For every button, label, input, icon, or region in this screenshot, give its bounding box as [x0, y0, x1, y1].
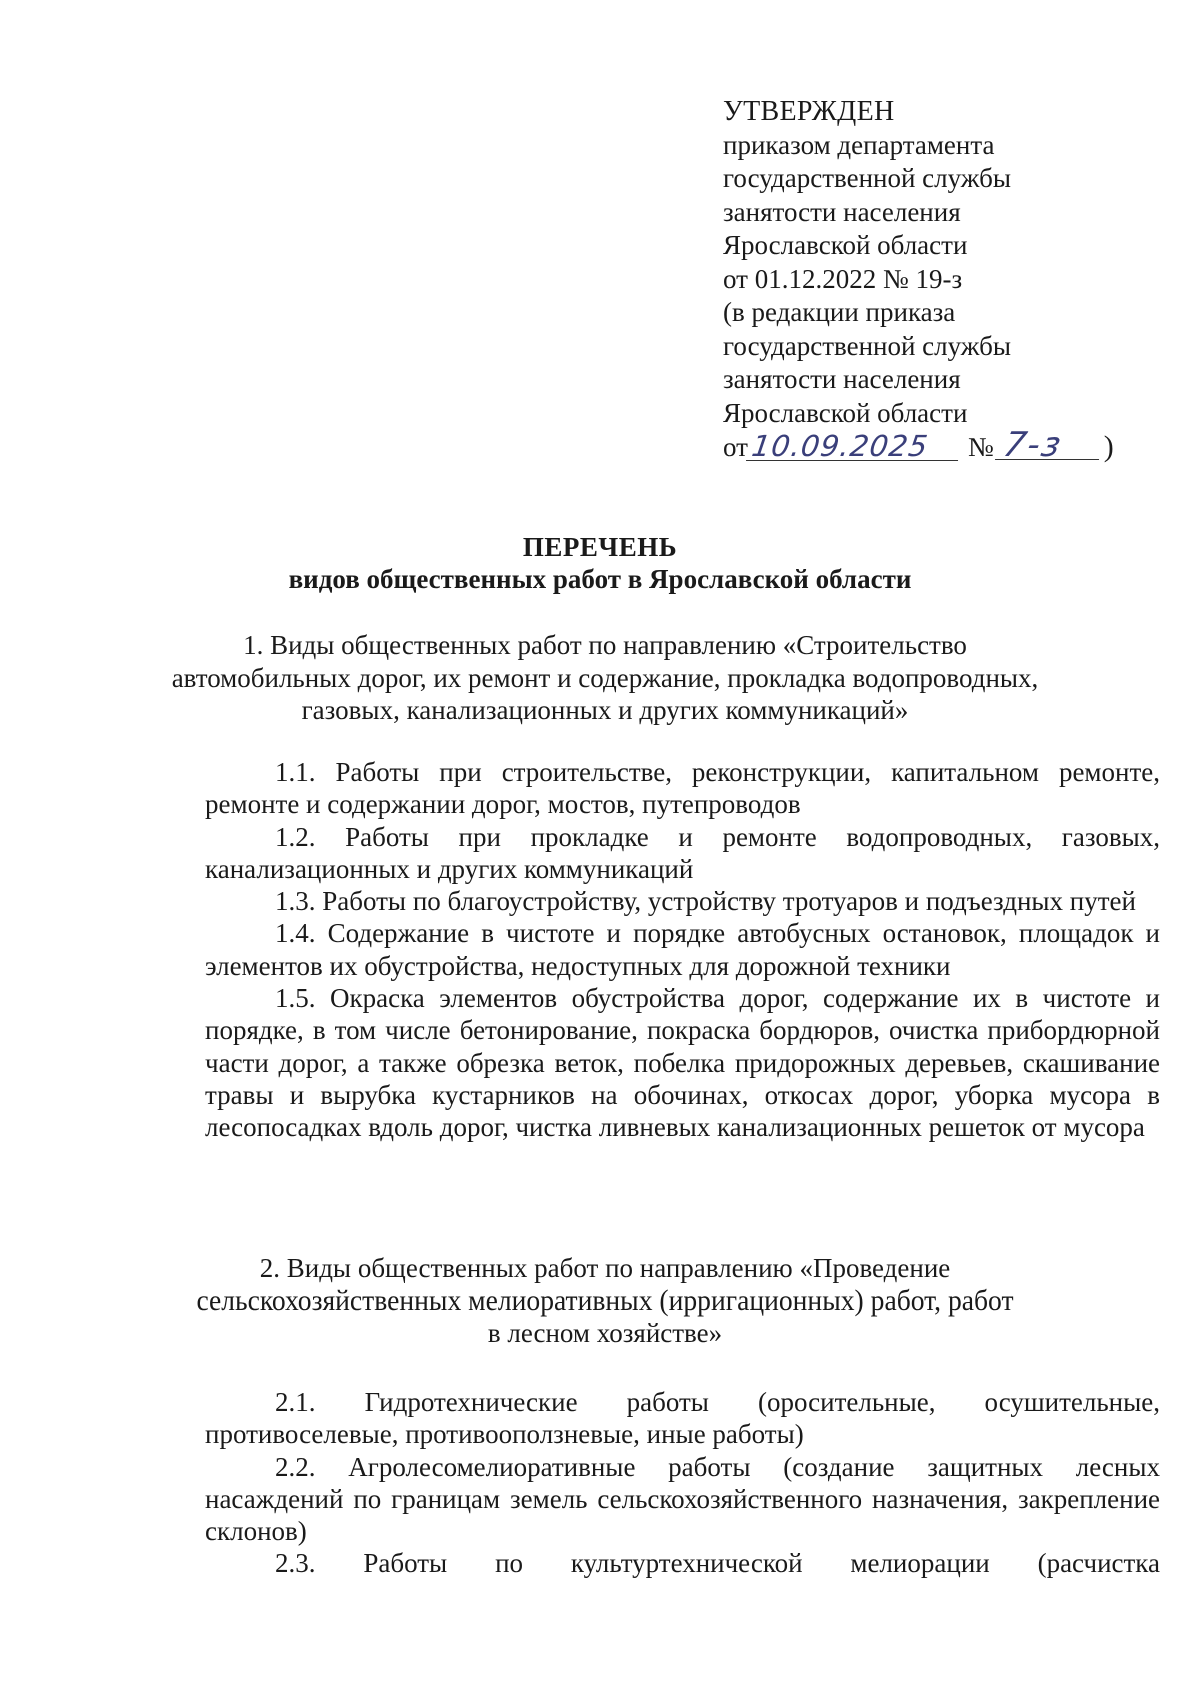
approval-line: занятости населения: [723, 364, 961, 394]
approval-line: Ярославской области: [723, 230, 968, 260]
section-heading-line: в лесном хозяйстве»: [487, 1318, 723, 1348]
item-text: Содержание в чистоте и порядке автобусных остановок, площадок и элементов их обустройства, недоступных для дорожной техники: [205, 918, 1160, 981]
approval-line: занятости населения: [723, 196, 961, 227]
approval-line: государственной службы: [723, 163, 1011, 193]
document-title: ПЕРЕЧЕНЬ: [522, 532, 678, 562]
amendment-line: [723, 425, 1153, 465]
item-number: 1.5.: [275, 983, 316, 1014]
list-item: [205, 1451, 1160, 1548]
item-number: 2.1.: [275, 1387, 316, 1417]
list-item: [205, 1547, 1160, 1579]
item-text: Окраска элементов обустройства дорог, содержание их в чистоте и порядке, в том числе бетонирование, покраска бордюров, очистка прибордюрной части дорог, а также обрезка веток, побелка придорожных деревьев, скашивание травы и вырубка кустарников на обочинах, откосах дорог, уборка мусора в лесопосадках вдоль дорог, чистка ливневых канализационных решеток от мусора: [205, 983, 1161, 1143]
list-item: [205, 756, 1160, 821]
section-heading-1: [150, 629, 1060, 727]
item-number: 1.2.: [275, 821, 316, 852]
handwritten-date: 10.09.2025: [746, 432, 962, 461]
closing-paren: ): [1103, 430, 1114, 463]
approval-line: от 01.12.2022 № 19-з: [723, 263, 963, 294]
list-item: [205, 982, 1160, 1143]
item-number: 2.2.: [275, 1451, 316, 1482]
section-heading-line: 2. Виды общественных работ по направлению «Проведение: [259, 1253, 951, 1283]
list-item: [205, 885, 1160, 917]
approval-heading: УТВЕРЖДЕН: [723, 96, 895, 127]
approval-block: [723, 95, 1153, 465]
section-heading-line: автомобильных дорог, их ремонт и содержание, прокладка водопроводных,: [171, 662, 1039, 693]
item-number: 2.3.: [275, 1548, 316, 1579]
document-subtitle: видов общественных работ в Ярославской области: [288, 564, 912, 594]
item-number: 1.4.: [275, 918, 316, 949]
list-item: [205, 821, 1160, 886]
item-number: 1.3.: [275, 886, 316, 917]
list-item: [205, 1386, 1160, 1451]
approval-line: приказом департамента: [723, 129, 995, 160]
approval-line: (в редакции приказа: [723, 297, 956, 327]
section-heading-line: газовых, канализационных и других коммуникаций»: [301, 695, 909, 725]
item-number: 1.1.: [275, 757, 316, 787]
section-heading-line: 1. Виды общественных работ по направлению «Строительство: [243, 630, 967, 660]
item-text: Работы при строительстве, реконструкции, капитальном ремонте, ремонте и содержании дорог, мостов, путепроводов: [205, 757, 1161, 820]
item-text: Работы по благоустройству, устройству тротуаров и подъездных путей: [322, 886, 1136, 917]
approval-line: Ярославской области: [723, 397, 968, 428]
handwritten-number: 7-з: [995, 431, 1105, 460]
section-heading-2: [150, 1252, 1060, 1350]
approval-line: государственной службы: [723, 330, 1011, 361]
number-sign: №: [967, 432, 994, 462]
amendment-prefix: от: [723, 432, 748, 462]
section-1-items: [205, 756, 1160, 1144]
item-text: Гидротехнические работы (оросительные, осушительные, противоселевые, противооползневые, иные работы): [205, 1387, 1160, 1450]
item-text: Работы при прокладке и ремонте водопроводных, газовых, канализационных и других коммуникаций: [205, 821, 1161, 884]
item-text: Работы по культуртехнической мелиорации (расчистка: [363, 1548, 1161, 1579]
section-2-items: [205, 1386, 1160, 1580]
item-text: Агролесомелиоративные работы (создание защитных лесных насаждений по границам земель сельскохозяйственного назначения, закрепление склонов): [205, 1451, 1160, 1547]
section-heading-line: сельскохозяйственных мелиоративных (ирригационных) работ, работ: [196, 1283, 1014, 1317]
list-item: [205, 917, 1160, 982]
